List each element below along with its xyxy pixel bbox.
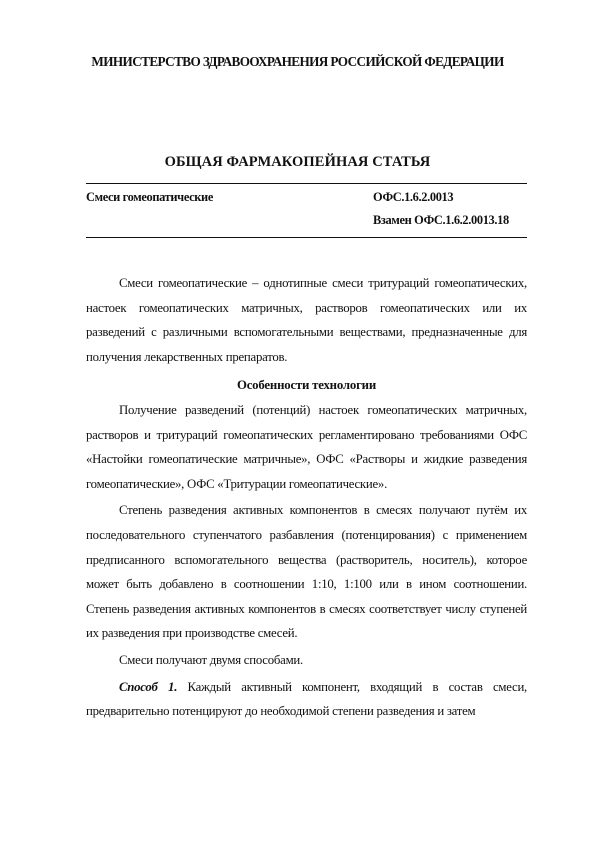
article-name: Смеси гомеопатические bbox=[86, 190, 213, 204]
method-text: Каждый активный компонент, входящий в состав смеси, предварительно потенцируют до необходимой степени разведения и затем bbox=[86, 679, 528, 719]
header-rule-bottom bbox=[86, 237, 527, 238]
method-paragraph bbox=[86, 675, 527, 724]
section-heading: Особенности технологии bbox=[236, 378, 377, 393]
body-paragraph: Степень разведения активных компонентов в смесях получают путём их последовательного ступенчатого разбавления (потенцирования) с применением предписанного вспомогательного вещества (растворитель, носитель), которое может быть добавлено в соотношении 1:10, 1:100 или в ином соотношении. Степень разведения активных компонентов в смесях соответствует числу ступеней их разведения при производстве смесей. bbox=[86, 503, 527, 641]
article-title: ОБЩАЯ ФАРМАКОПЕЙНАЯ СТАТЬЯ bbox=[164, 154, 431, 170]
ministry-heading: МИНИСТЕРСТВО ЗДРАВООХРАНЕНИЯ РОССИЙСКОЙ ФЕДЕРАЦИИ bbox=[91, 54, 504, 69]
body-paragraph: Смеси получают двумя способами. bbox=[119, 652, 303, 667]
header-rule-top bbox=[86, 183, 527, 184]
body-paragraph: Получение разведений (потенций) настоек гомеопатических матричных, растворов и тритураций гомеопатических регламентировано требованиями ОФС «Настойки гомеопатические матричные», ОФС «Растворы и жидкие разведения гомеопатические», ОФС «Тритурации гомеопатические». bbox=[86, 402, 527, 491]
intro-paragraph: Смеси гомеопатические – однотипные смеси тритураций гомеопатических, настоек гомеопатических матричных, растворов гомеопатических или их разведений с различными вспомогательными веществами, предназначенные для получения лекарственных препаратов. bbox=[86, 276, 527, 364]
article-replaces: Взамен ОФС.1.6.2.0013.18 bbox=[373, 213, 509, 227]
article-code: ОФС.1.6.2.0013 bbox=[373, 190, 454, 204]
method-label: Способ 1. bbox=[119, 679, 178, 694]
document-body bbox=[86, 271, 527, 724]
